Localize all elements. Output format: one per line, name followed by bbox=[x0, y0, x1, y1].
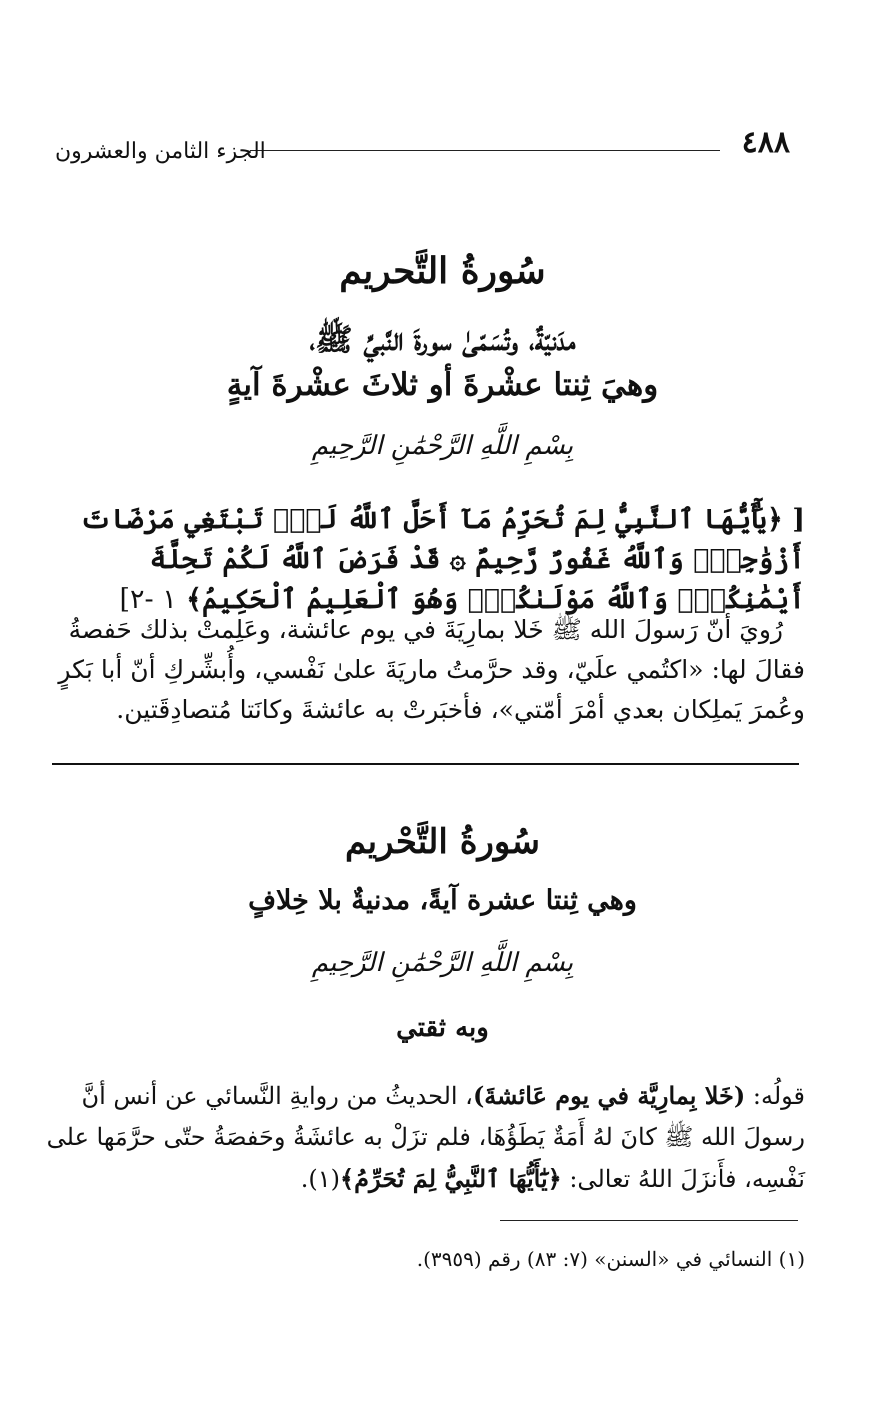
surah-title-2: سُورةُ التَّحْريم bbox=[345, 822, 540, 862]
para-verse: ﴿يَٰٓأَيُّهَا ٱلنَّبِيُّ لِمَ تُحَرِّمُ﴾ bbox=[340, 1164, 562, 1193]
footnote: (١) النسائي في «السنن» (٧: ٨٣) رقم (٣٩٥٩). bbox=[416, 1247, 805, 1271]
surah-title: سُورةُ التَّحريم bbox=[339, 250, 546, 292]
footnote-rule bbox=[500, 1220, 798, 1221]
commentary-paragraph-2 bbox=[40, 1075, 805, 1200]
para-quote: (خَلا بِمارِيَّة في يوم عَائشةَ) bbox=[472, 1081, 746, 1110]
quran-verse-block bbox=[40, 500, 805, 620]
page-number: ٤٨٨ bbox=[741, 125, 790, 160]
verse-range: ١ -٢] bbox=[119, 584, 177, 615]
section-note: وبه ثقتي bbox=[396, 1013, 489, 1043]
para-body: ، الحديثُ من روايةِ النَّسائي عن أنس أنَّ رسولَ الله ﷺ كانَ لهُ أَمَةٌ يَطَؤُهَا، فلم تزَلْ به عائشَةُ وحَفصَةُ حتّى حرَّمَها على نَفْسِه، فأَنزَلَ اللهُ تعالى: bbox=[46, 1082, 805, 1193]
surah-subtitle-2: وهي ثِنتا عشرة آيةً، مدنيةٌ بلا خِلافٍ bbox=[248, 885, 637, 916]
commentary-paragraph: رُويَ أنّ رَسولَ الله ﷺ خَلا بمارِيَةَ في يوم عائشة، وعَلِمتْ بذلك حَفصةُ فقالَ لها: «اكتُمي علَيّ، وقد حرَّمتُ ماريَةَ علىٰ نَفْسي، وأُبشِّركِ أنّ أبا بَكرٍ وعُمرَ يَملِكان بعدي أمْرَ أمّتي»، فأخبَرتْ به عائشةَ وكانَتا مُتصادِقَتين. bbox=[58, 615, 805, 724]
basmala-2: بِسْمِ اللَّهِ الرَّحْمَٰنِ الرَّحِيمِ bbox=[311, 948, 574, 978]
quran-verse: [ ﴿يَٰٓأَيُّهَا ٱلنَّبِيُّ لِمَ تُحَرِّمُ مَآ أَحَلَّ ٱللَّهُ لَكَۖ تَبْتَغِي مَرْضَاتَ أَزْوَٰجِكَۚ وَٱللَّهُ غَفُورٌ رَّحِيمٌ ۞ قَدْ فَرَضَ ٱللَّهُ لَكُمْ تَحِلَّةَ أَيْمَٰنِكُمْۚ وَٱللَّهُ مَوْلَىٰكُمْۖ وَهُوَ ٱلْعَلِيمُ ٱلْحَكِيمُ﴾ bbox=[80, 504, 805, 615]
basmala: بِسْمِ اللَّهِ الرَّحْمَٰنِ الرَّحِيمِ bbox=[311, 431, 574, 461]
surah-verse-count: وهيَ ثِنتا عشْرةَ أو ثلاثَ عشْرةَ آيةٍ bbox=[226, 367, 659, 403]
footnote-ref: (١). bbox=[300, 1165, 341, 1193]
running-title: الجزء الثامن والعشرون bbox=[55, 139, 266, 164]
para-intro: قولُه: bbox=[745, 1082, 805, 1110]
header-rule bbox=[250, 150, 720, 151]
section-divider bbox=[52, 763, 799, 765]
surah-subtitle: مدَنيّةٌ، وتُسَمّىٰ سورةَ النَّبيِّ ﷺ، bbox=[309, 322, 576, 358]
